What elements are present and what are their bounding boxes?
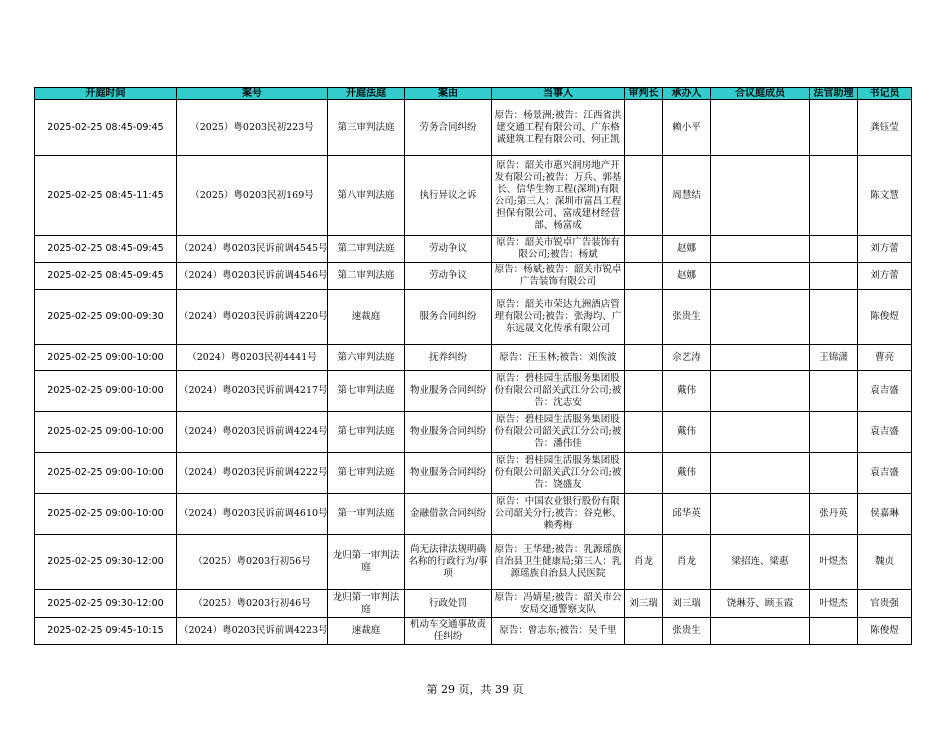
- cell-cause: 物业服务合同纠纷: [405, 412, 492, 453]
- cell-panel: 饶琳芬、顾玉霞: [711, 590, 810, 618]
- cell-parties: 原告：杨景洲;被告：江西省洪建交通工程有限公司、广东格诚建筑工程有限公司、何正凯: [492, 100, 625, 156]
- cell-cause: 尚无法律法规明确名称的行政行为/事项: [405, 535, 492, 590]
- cell-clerk: 曹亮: [858, 345, 912, 371]
- cell-cause: 行政处罚: [405, 590, 492, 618]
- cell-court: 第二审判法庭: [328, 236, 405, 263]
- cell-panel: [711, 494, 810, 535]
- table-row: [35, 618, 912, 645]
- cell-handler: 周慧结: [663, 156, 711, 236]
- cell-presiding: [625, 100, 663, 156]
- cell-panel: [711, 100, 810, 156]
- cell-assistant: [810, 412, 858, 453]
- cell-case-no: （2024）粤0203民诉前调4610号: [177, 494, 328, 535]
- cell-assistant: [810, 236, 858, 263]
- cell-panel: [711, 236, 810, 263]
- table-header: [35, 88, 912, 100]
- cell-assistant: [810, 618, 858, 645]
- cell-cause: 劳务合同纠纷: [405, 100, 492, 156]
- cell-assistant: [810, 371, 858, 412]
- cell-parties: 原告：碧桂园生活服务集团股份有限公司韶关武江分公司;被告：潘伟佳: [492, 412, 625, 453]
- header-assistant: 法官助理: [810, 88, 858, 100]
- cell-clerk: 刘方蕾: [858, 263, 912, 290]
- cell-clerk: 侯嘉琳: [858, 494, 912, 535]
- table-row: [35, 156, 912, 236]
- cell-panel: [711, 453, 810, 494]
- table-row: [35, 535, 912, 590]
- cell-parties: 原告：中国农业银行股份有限公司韶关分行;被告：谷克彬、赖秀梅: [492, 494, 625, 535]
- cell-assistant: 张丹英: [810, 494, 858, 535]
- cell-time: 2025-02-25 09:30-12:00: [35, 535, 177, 590]
- cell-panel: [711, 371, 810, 412]
- cell-case-no: （2024）粤0203民诉前调4224号: [177, 412, 328, 453]
- cell-case-no: （2025）粤0203民初169号: [177, 156, 328, 236]
- cell-clerk: 刘方蕾: [858, 236, 912, 263]
- cell-handler: 张贵生: [663, 618, 711, 645]
- cell-panel: [711, 156, 810, 236]
- cell-presiding: [625, 290, 663, 345]
- page-footer: 第 29 页，共 39 页: [426, 683, 524, 696]
- header-handler: 承办人: [663, 88, 711, 100]
- table-row: [35, 290, 912, 345]
- cell-handler: 戴伟: [663, 412, 711, 453]
- cell-clerk: 袁吉盛: [858, 371, 912, 412]
- cell-parties: 原告：韶关市锐卓广告装饰有限公司;被告：杨斌: [492, 236, 625, 263]
- cell-presiding: [625, 618, 663, 645]
- cell-cause: 劳动争议: [405, 263, 492, 290]
- cell-parties: 原告：曾志东;被告：吴千里: [492, 618, 625, 645]
- table-row: [35, 412, 912, 453]
- header-case-no: 案号: [177, 88, 328, 100]
- cell-handler: 赖小平: [663, 100, 711, 156]
- cell-parties: 原告：韶关市荣达九洲酒店管理有限公司;被告：张海均、广东远晟文化传承有限公司: [492, 290, 625, 345]
- cell-court: 第六审判法庭: [328, 345, 405, 371]
- table-row: [35, 453, 912, 494]
- cell-assistant: [810, 100, 858, 156]
- cell-case-no: （2024）粤0203民诉前调4222号: [177, 453, 328, 494]
- cell-assistant: [810, 453, 858, 494]
- cell-time: 2025-02-25 09:00-10:00: [35, 412, 177, 453]
- cell-cause: 抚养纠纷: [405, 345, 492, 371]
- cell-case-no: （2025）粤0203民初223号: [177, 100, 328, 156]
- cell-case-no: （2024）粤0203民诉前调4223号: [177, 618, 328, 645]
- cell-time: 2025-02-25 08:45-09:45: [35, 236, 177, 263]
- cell-clerk: 龚钰莹: [858, 100, 912, 156]
- cell-time: 2025-02-25 08:45-09:45: [35, 263, 177, 290]
- cell-assistant: [810, 290, 858, 345]
- cell-cause: 物业服务合同纠纷: [405, 453, 492, 494]
- header-cause: 案由: [405, 88, 492, 100]
- header-clerk: 书记员: [858, 88, 912, 100]
- cell-presiding: [625, 494, 663, 535]
- cell-clerk: 魏贞: [858, 535, 912, 590]
- cell-case-no: （2024）粤0203民诉前调4220号: [177, 290, 328, 345]
- cell-panel: [711, 618, 810, 645]
- table-row: [35, 345, 912, 371]
- cell-parties: 原告：杨斌;被告：韶关市锐卓广告装饰有限公司: [492, 263, 625, 290]
- cell-cause: 机动车交通事故责任纠纷: [405, 618, 492, 645]
- cell-court: 第七审判法庭: [328, 371, 405, 412]
- cell-cause: 执行异议之诉: [405, 156, 492, 236]
- table-body: [35, 100, 912, 645]
- cell-parties: 原告：汪玉林;被告：刘俟波: [492, 345, 625, 371]
- cell-panel: [711, 345, 810, 371]
- cell-case-no: （2024）粤0203民诉前调4545号: [177, 236, 328, 263]
- cell-presiding: [625, 371, 663, 412]
- court-hearing-table: [34, 87, 912, 645]
- cell-handler: 赵娜: [663, 236, 711, 263]
- cell-cause: 服务合同纠纷: [405, 290, 492, 345]
- cell-handler: 佘艺涛: [663, 345, 711, 371]
- cell-cause: 劳动争议: [405, 236, 492, 263]
- cell-presiding: [625, 156, 663, 236]
- table-row: [35, 590, 912, 618]
- cell-court: 龙归第一审判法庭: [328, 535, 405, 590]
- cell-cause: 物业服务合同纠纷: [405, 371, 492, 412]
- cell-time: 2025-02-25 09:00-09:30: [35, 290, 177, 345]
- cell-court: 第七审判法庭: [328, 453, 405, 494]
- cell-case-no: （2025）粤0203行初56号: [177, 535, 328, 590]
- cell-time: 2025-02-25 09:45-10:15: [35, 618, 177, 645]
- cell-court: 速裁庭: [328, 618, 405, 645]
- header-row: [35, 88, 912, 100]
- cell-presiding: 刘三瑞: [625, 590, 663, 618]
- cell-parties: 原告：碧桂园生活服务集团股份有限公司韶关武江分公司;被告：沈志安: [492, 371, 625, 412]
- table-row: [35, 263, 912, 290]
- cell-court: 第一审判法庭: [328, 494, 405, 535]
- cell-court: 第七审判法庭: [328, 412, 405, 453]
- cell-assistant: 叶煜杰: [810, 590, 858, 618]
- cell-clerk: 陈俊煜: [858, 618, 912, 645]
- cell-assistant: [810, 156, 858, 236]
- header-parties: 当事人: [492, 88, 625, 100]
- cell-time: 2025-02-25 09:00-10:00: [35, 371, 177, 412]
- cell-case-no: （2024）粤0203民初4441号: [177, 345, 328, 371]
- cell-time: 2025-02-25 09:30-12:00: [35, 590, 177, 618]
- cell-handler: 戴伟: [663, 371, 711, 412]
- cell-presiding: [625, 263, 663, 290]
- cell-panel: [711, 290, 810, 345]
- cell-presiding: [625, 236, 663, 263]
- cell-panel: [711, 263, 810, 290]
- header-court: 开庭法庭: [328, 88, 405, 100]
- cell-parties: 原告：冯婧星;被告：韶关市公安局交通警察支队: [492, 590, 625, 618]
- cell-assistant: 叶煜杰: [810, 535, 858, 590]
- cell-handler: 戴伟: [663, 453, 711, 494]
- table-row: [35, 371, 912, 412]
- header-presiding: 审判长: [625, 88, 663, 100]
- cell-court: 龙归第一审判法庭: [328, 590, 405, 618]
- cell-court: 第二审判法庭: [328, 263, 405, 290]
- cell-time: 2025-02-25 09:00-10:00: [35, 494, 177, 535]
- cell-handler: 邱华英: [663, 494, 711, 535]
- header-time: 开庭时间: [35, 88, 177, 100]
- cell-court: 速裁庭: [328, 290, 405, 345]
- cell-court: 第三审判法庭: [328, 100, 405, 156]
- cell-presiding: [625, 345, 663, 371]
- table-row: [35, 494, 912, 535]
- cell-presiding: [625, 412, 663, 453]
- cell-time: 2025-02-25 09:00-10:00: [35, 345, 177, 371]
- cell-clerk: 袁吉盛: [858, 412, 912, 453]
- cell-case-no: （2025）粤0203行初46号: [177, 590, 328, 618]
- cell-assistant: 王锦潇: [810, 345, 858, 371]
- cell-handler: 张贵生: [663, 290, 711, 345]
- cell-panel: [711, 412, 810, 453]
- cell-case-no: （2024）粤0203民诉前调4546号: [177, 263, 328, 290]
- cell-cause: 金融借款合同纠纷: [405, 494, 492, 535]
- cell-time: 2025-02-25 08:45-09:45: [35, 100, 177, 156]
- cell-clerk: 陈文慧: [858, 156, 912, 236]
- cell-assistant: [810, 263, 858, 290]
- cell-clerk: 官贵强: [858, 590, 912, 618]
- cell-parties: 原告：韶关市惠兴润房地产开发有限公司;被告：万兵、郭基长、信华生物工程(深圳)有限公司;第三人：深圳市富昌工程担保有限公司、富成建材经营部、杨富成: [492, 156, 625, 236]
- cell-case-no: （2024）粤0203民诉前调4217号: [177, 371, 328, 412]
- cell-panel: 梁招连、梁惠: [711, 535, 810, 590]
- table-row: [35, 100, 912, 156]
- cell-presiding: [625, 453, 663, 494]
- cell-parties: 原告：碧桂园生活服务集团股份有限公司韶关武江分公司;被告：饶盛友: [492, 453, 625, 494]
- cell-court: 第八审判法庭: [328, 156, 405, 236]
- cell-clerk: 陈俊煜: [858, 290, 912, 345]
- cell-handler: 肖龙: [663, 535, 711, 590]
- cell-time: 2025-02-25 08:45-11:45: [35, 156, 177, 236]
- cell-clerk: 袁吉盛: [858, 453, 912, 494]
- cell-presiding: 肖龙: [625, 535, 663, 590]
- table-row: [35, 236, 912, 263]
- cell-time: 2025-02-25 09:00-10:00: [35, 453, 177, 494]
- cell-parties: 原告：王华建;被告：乳源瑶族自治县卫生健康局;第三人：乳源瑶族自治县人民医院: [492, 535, 625, 590]
- cell-handler: 赵娜: [663, 263, 711, 290]
- header-panel: 合议庭成员: [711, 88, 810, 100]
- cell-handler: 刘三瑞: [663, 590, 711, 618]
